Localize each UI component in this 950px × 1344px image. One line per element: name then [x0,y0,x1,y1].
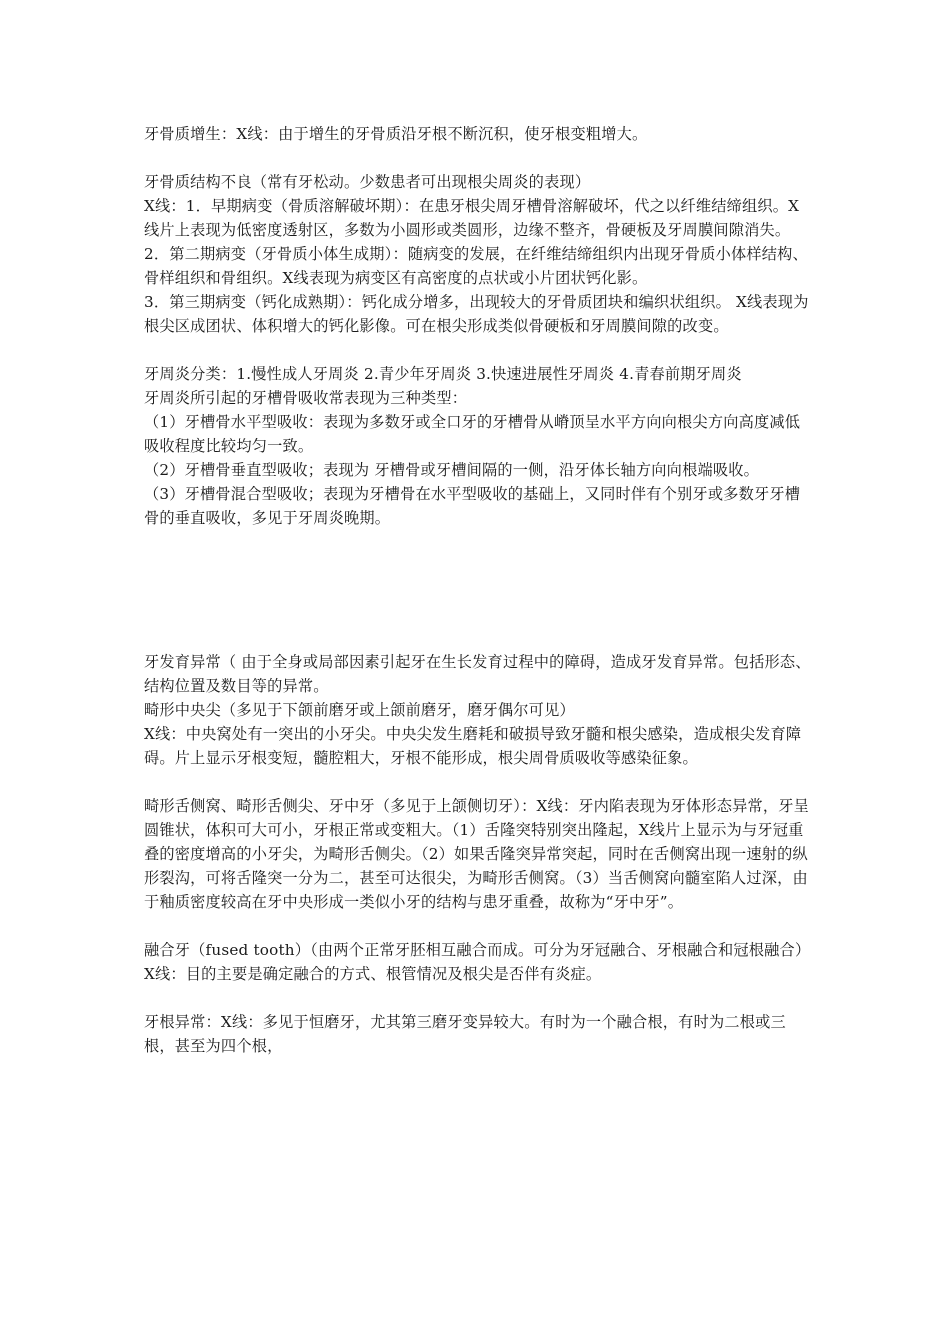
paragraph-early-stage: X线：1．早期病变（骨质溶解破坏期）：在患牙根尖周牙槽骨溶解破坏，代之以纤维结缔组织。X线片上表现为低密度透射区，多数为小圆形或类圆形，边缘不整齐，骨硬板及牙周膜间隙消失。 [144,197,800,239]
paragraph-central-cusp-title: 畸形中央尖（多见于下颌前磨牙或上颌前磨牙，磨牙偶尔可见） [144,701,575,719]
paragraph-cementum-dysplasia-title: 牙骨质结构不良（常有牙松动。少数患者可出现根尖周炎的表现） [144,173,591,191]
paragraph-second-stage: 2．第二期病变（牙骨质小体生成期）：随病变的发展，在纤维结缔组织内出现牙骨质小体样结构、骨样组织和骨组织。X线表现为病变区有高密度的点状或小片团状钙化影。 [144,245,808,287]
blank-line [144,338,812,362]
paragraph-periodontitis-classification: 牙周炎分类：1.慢性成人牙周炎 2.青少年牙周炎 3.快速进展性牙周炎 4.青春前期牙周炎 [144,365,742,383]
blank-line [144,770,812,794]
paragraph-central-cusp-xray: X线：中央窝处有一突出的小牙尖。中央尖发生磨耗和破损导致牙髓和根尖感染，造成根尖发育障碍。片上显示牙根变短，髓腔粗大，牙根不能形成，根尖周骨质吸收等感染征象。 [144,725,802,767]
paragraph-fused-tooth-xray: X线：目的主要是确定融合的方式、根管情况及根尖是否伴有炎症。 [144,965,602,983]
paragraph-mixed-resorption: （3）牙槽骨混合型吸收；表现为牙槽骨在水平型吸收的基础上，又同时伴有个别牙或多数牙牙槽骨的垂直吸收，多见于牙周炎晚期。 [144,485,801,527]
paragraph-vertical-resorption: （2）牙槽骨垂直型吸收；表现为 牙槽骨或牙槽间隔的一侧，沿牙体长轴方向向根端吸收。 [144,461,760,479]
paragraph-fused-tooth: 融合牙（fused tooth）（由两个正常牙胚相互融合而成。可分为牙冠融合、牙根融合和冠根融合） [144,941,811,959]
paragraph-root-anomaly: 牙根异常：X线：多见于恒磨牙，尤其第三磨牙变异较大。有时为一个融合根，有时为二根或三根，甚至为四个根， [144,1013,786,1055]
blank-line [144,914,812,938]
paragraph-cementum-hyperplasia: 牙骨质增生：X线：由于增生的牙骨质沿牙根不断沉积，使牙根变粗增大。 [144,125,648,143]
paragraph-bone-resorption-types: 牙周炎所引起的牙槽骨吸收常表现为三种类型： [144,389,468,407]
paragraph-third-stage: 3．第三期病变（钙化成熟期）：钙化成分增多，出现较大的牙骨质团块和编织状组织。 X线表现为根尖区成团状、体积增大的钙化影像。可在根尖形成类似骨硬板和牙周膜间隙的改变。 [144,293,809,335]
paragraph-developmental-anomaly: 牙发育异常（ 由于全身或局部因素引起牙在生长发育过程中的障碍，造成牙发育异常。包括形态、结构位置及数目等的异常。 [144,653,811,695]
paragraph-lingual-fossa: 畸形舌侧窝、畸形舌侧尖、牙中牙（多见于上颌侧切牙）：X线：牙内陷表现为牙体形态异常，牙呈圆锥状，体积可大可小，牙根正常或变粗大。（1）舌隆突特别突出隆起，X线片上显示为与牙冠重叠的密度增高的小牙尖，为畸形舌侧尖。（2）如果舌隆突异常突起，同时在舌侧窝出现一速射的纵形裂沟，可将舌隆突一分为二，甚至可达很尖，为畸形舌侧窝。（3）当舌侧窝向髓室陷人过深，由于釉质密度较高在牙中央形成一类似小牙的结构与患牙重叠，故称为“牙中牙”。 [144,797,810,911]
blank-line [144,986,812,1010]
blank-space [144,530,812,650]
paragraph-horizontal-resorption: （1）牙槽骨水平型吸收：表现为多数牙或全口牙的牙槽骨从嵴顶呈水平方向向根尖方向高度减低吸收程度比较均匀一致。 [144,413,801,455]
document-body [144,122,812,1058]
blank-line [144,146,812,170]
